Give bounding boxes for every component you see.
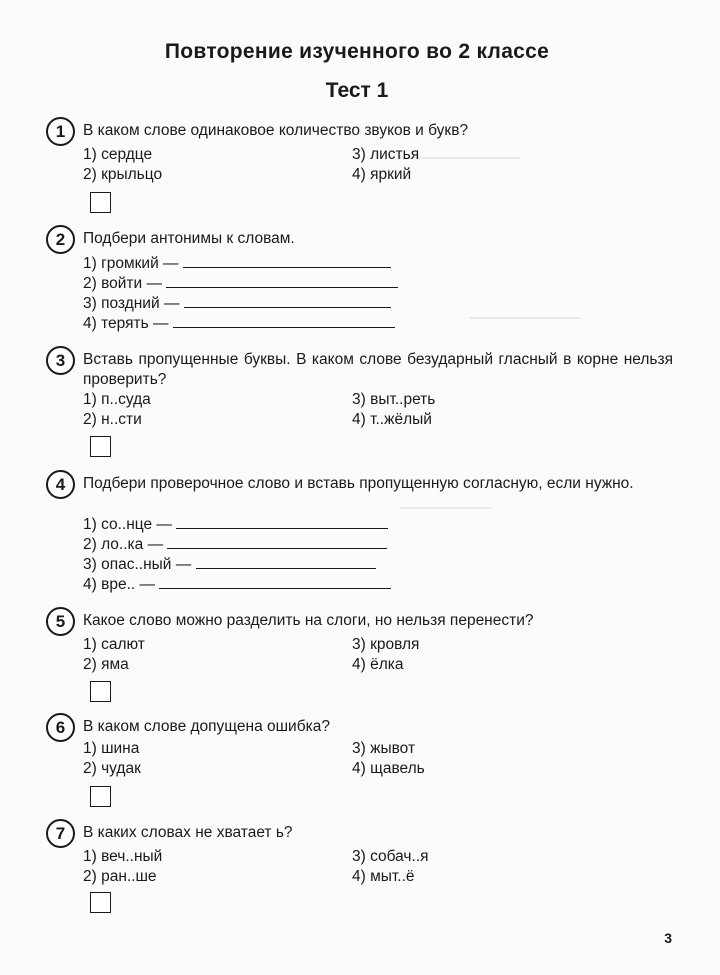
option: 4) ёлка (352, 656, 404, 673)
option: 3) выт..реть (352, 391, 436, 408)
question-text: Подбери антонимы к словам. (83, 230, 295, 247)
answer-line[interactable] (184, 293, 391, 308)
answer-box[interactable] (90, 681, 111, 702)
answer-box[interactable] (90, 192, 111, 213)
option: 1) шина (83, 740, 140, 757)
answer-line[interactable] (196, 554, 376, 569)
option-row (83, 574, 391, 595)
question-text: В каких словах не хватает ь? (83, 824, 293, 841)
answer-line[interactable] (159, 574, 391, 589)
bleed-through: ──────────── (470, 310, 581, 325)
test-title: Тест 1 (325, 79, 389, 102)
option: 1) салют (83, 636, 145, 653)
page-title: Повторение изученного во 2 классе (164, 40, 550, 63)
option: 2) н..сти (83, 411, 142, 428)
option: 2) ло..ка — (83, 536, 164, 553)
question-number: 6 (46, 713, 75, 742)
option: 3) опас..ный — (83, 556, 192, 573)
option: 4) мыт..ё (352, 868, 415, 885)
option-row (83, 273, 398, 294)
option-row (83, 514, 388, 535)
question-number: 3 (46, 346, 75, 375)
option: 2) яма (83, 656, 129, 673)
option: 2) крыльцо (83, 166, 163, 183)
bleed-through: ───────────── (400, 150, 520, 165)
option: 1) веч..ный (83, 848, 163, 865)
question-number: 5 (46, 607, 75, 636)
option-row (83, 293, 391, 314)
option-row (83, 313, 395, 334)
option: 1) п..суда (83, 391, 151, 408)
question-number: 2 (46, 225, 75, 254)
answer-line[interactable] (183, 253, 391, 268)
option-row (83, 253, 391, 274)
question-number: 1 (46, 117, 75, 146)
answer-line[interactable] (167, 534, 387, 549)
option: 4) яркий (352, 166, 412, 183)
option: 4) терять — (83, 315, 169, 332)
option: 2) войти — (83, 275, 162, 292)
option: 1) громкий — (83, 255, 179, 272)
option: 2) чудак (83, 760, 141, 777)
option: 4) щавель (352, 760, 425, 777)
option: 3) кровля (352, 636, 420, 653)
answer-box[interactable] (90, 892, 111, 913)
question-text: В каком слове допущена ошибка? (83, 718, 330, 735)
answer-box[interactable] (90, 786, 111, 807)
option: 4) т..жёлый (352, 411, 432, 428)
answer-line[interactable] (166, 273, 398, 288)
option: 1) сердце (83, 146, 153, 163)
option: 4) вре.. — (83, 576, 155, 593)
question-text: Подбери проверочное слово и вставь пропущенную согласную, если нужно. (83, 475, 634, 492)
option-row (83, 554, 376, 575)
option: 3) жывот (352, 740, 416, 757)
question-text: Какое слово можно разделить на слоги, но нельзя перенести? (83, 612, 534, 629)
page-number: 3 (664, 930, 672, 946)
question-text: В каком слове одинаковое количество звуков и букв? (83, 122, 469, 139)
option: 2) ран..ше (83, 868, 157, 885)
option: 3) собач..я (352, 848, 429, 865)
answer-line[interactable] (173, 313, 395, 328)
question-number: 7 (46, 819, 75, 848)
option: 1) со..нце — (83, 516, 172, 533)
option: 3) листья (352, 146, 420, 163)
option: 3) поздний — (83, 295, 180, 312)
bleed-through: ────────── (400, 500, 493, 515)
answer-box[interactable] (90, 436, 111, 457)
question-number: 4 (46, 470, 75, 499)
answer-line[interactable] (176, 514, 388, 529)
option-row (83, 534, 387, 555)
question-text: Вставь пропущенные буквы. В каком слове безударный гласный в корне нельзя проверить? (83, 351, 673, 388)
